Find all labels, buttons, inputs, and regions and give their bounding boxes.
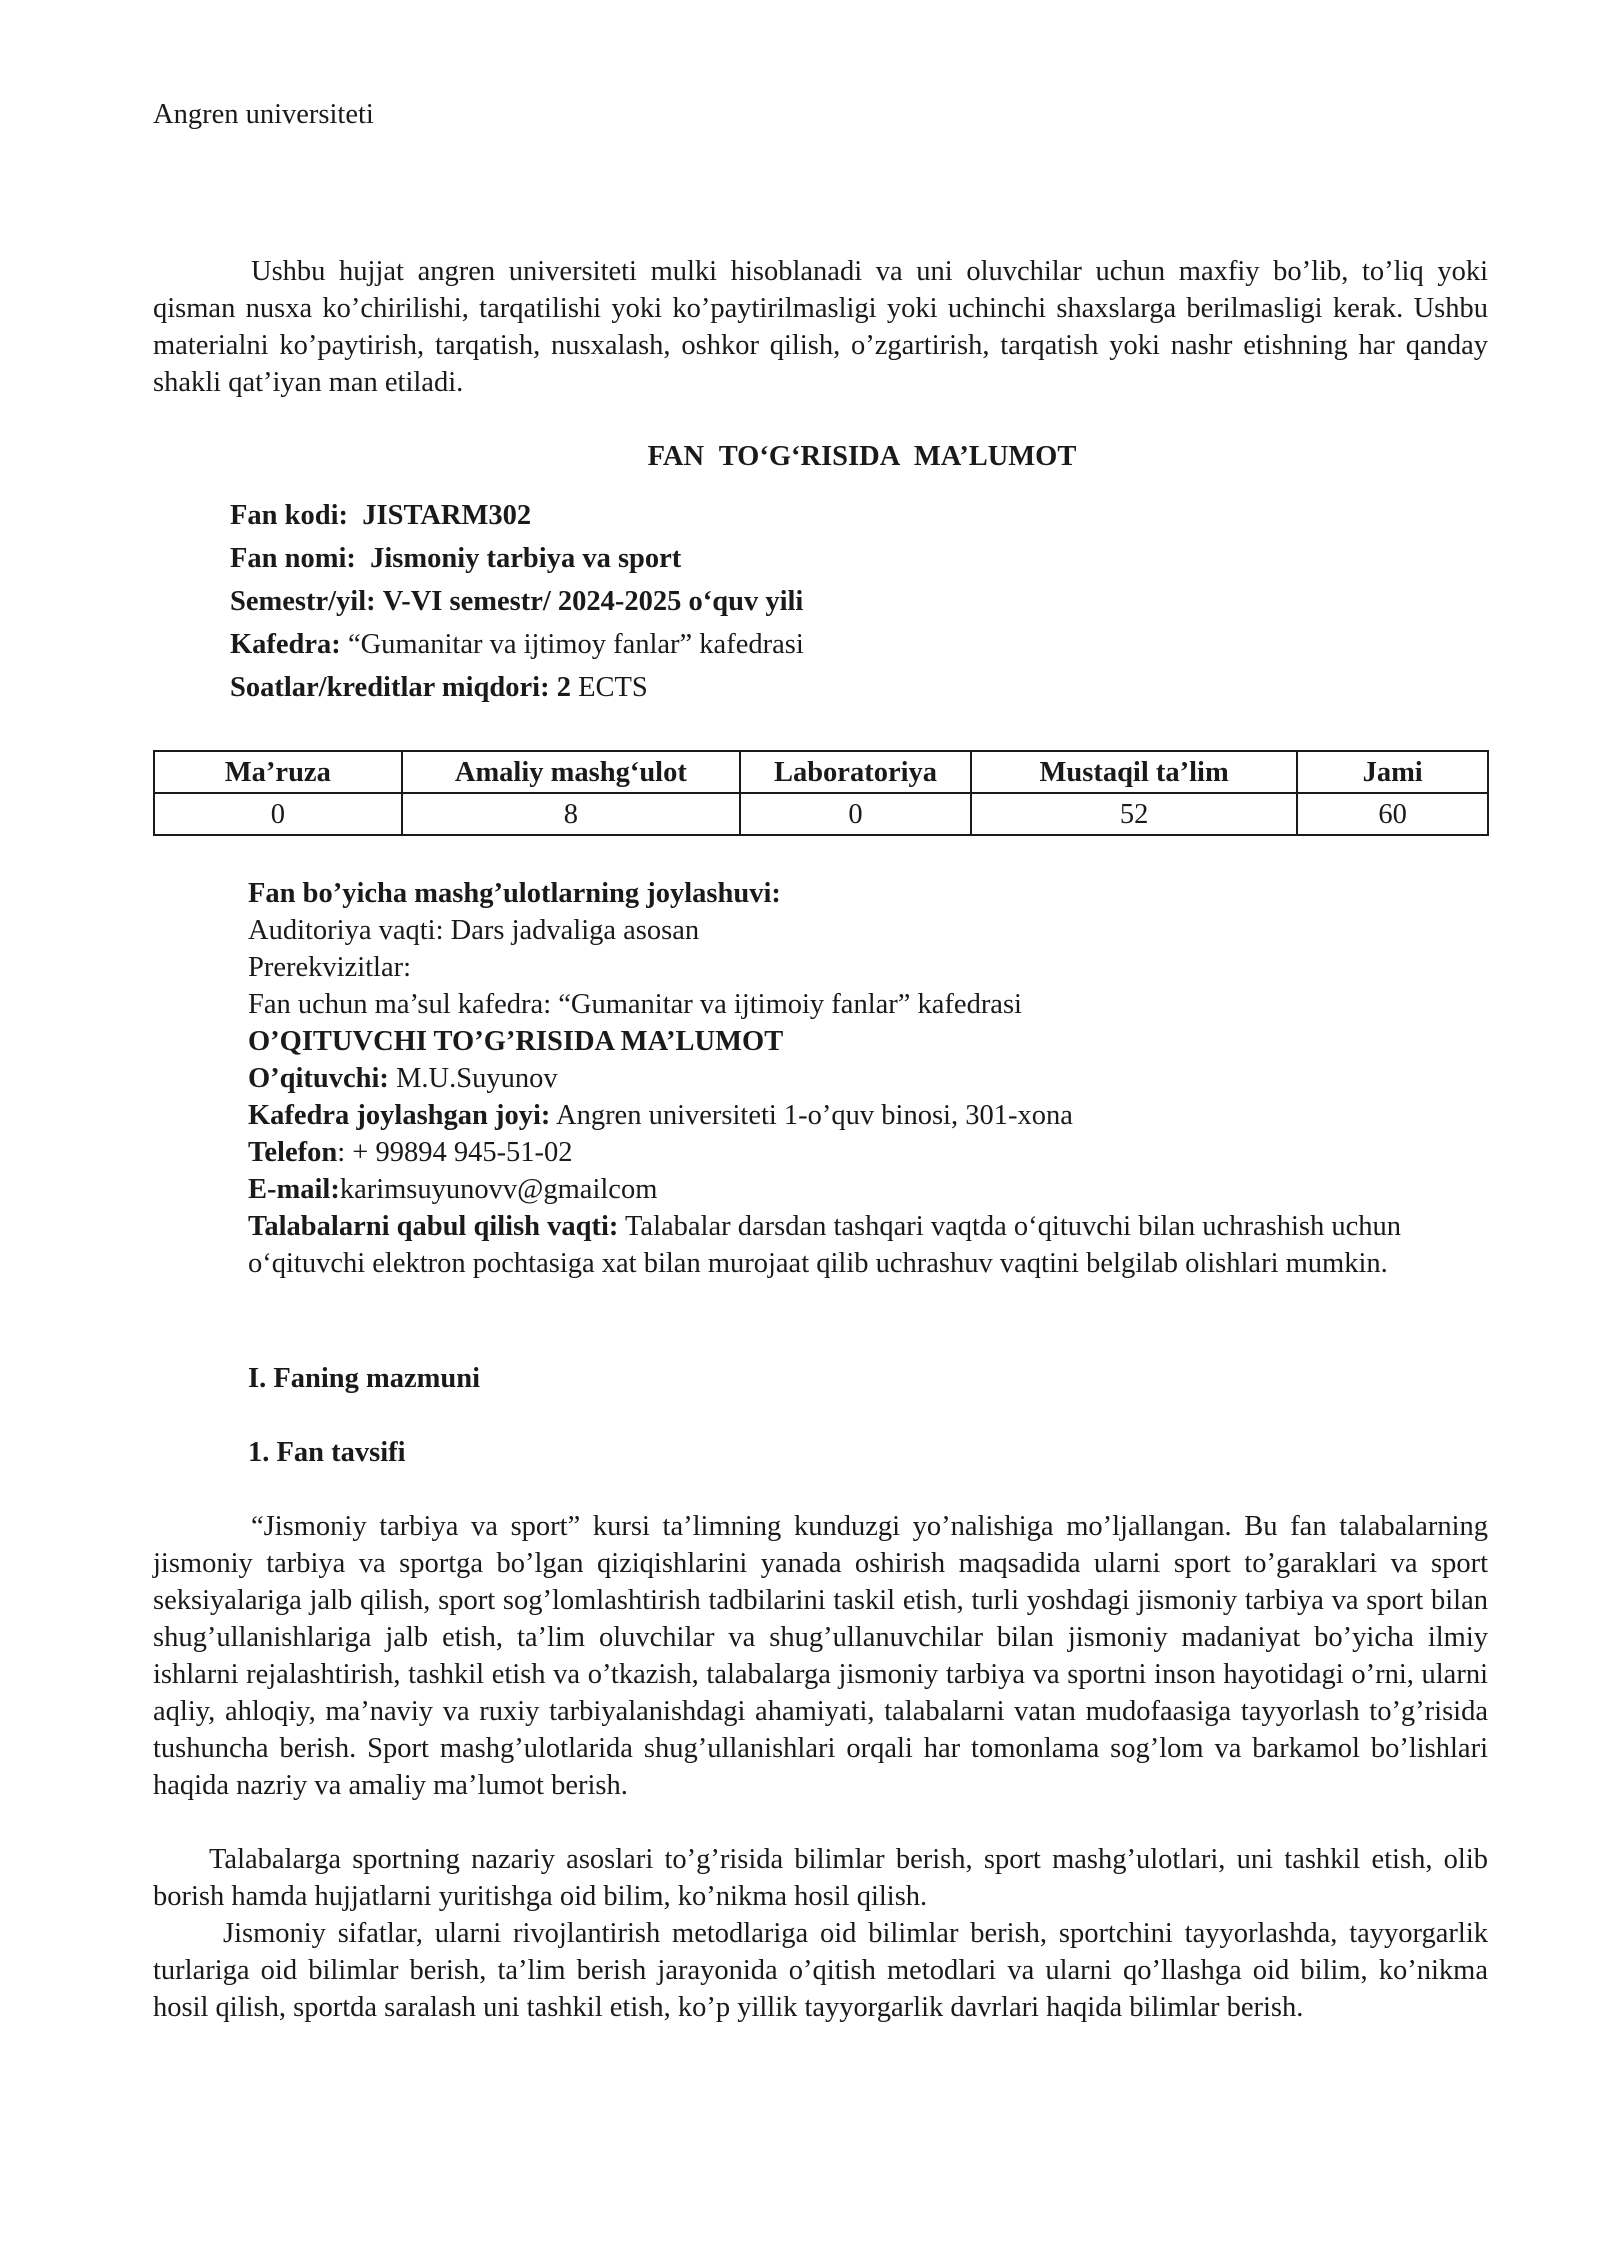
reception-hours-text: Talabalar darsdan tashqari vaqtda o‘qituvchi bilan uchrashish uchun o‘qituvchi elektron pochtasiga xat bilan murojaat qilib uchrashuv vaqtini belgilab olishlari mumkin.	[248, 1211, 1401, 1279]
department-label: Kafedra:	[230, 629, 341, 660]
auditorium-time: Auditoriya vaqti: Dars jadvaliga asosan	[248, 915, 700, 946]
department-line	[230, 623, 804, 666]
reception-hours-line	[248, 1208, 1488, 1282]
teacher-name-label: O’qituvchi:	[248, 1063, 389, 1094]
course-name-line	[230, 537, 804, 580]
hours-header-lab: Laboratoriya	[740, 751, 971, 793]
responsible-department: Fan uchun ma’sul kafedra: “Gumanitar va ijtimoiy fanlar” kafedrasi	[248, 989, 1022, 1020]
course-name-label: Fan nomi:	[230, 543, 356, 574]
prerequisites: Prerekvizitlar:	[248, 952, 412, 983]
course-info	[230, 494, 804, 709]
course-code-label: Fan kodi:	[230, 500, 348, 531]
hours-header-practical: Amaliy mashg‘ulot	[402, 751, 740, 793]
location-heading: Fan bo’yicha mashg’ulotlarning joylashuvi:	[248, 878, 781, 909]
teacher-location: Angren universiteti 1-o’quv binosi, 301-xona	[555, 1100, 1073, 1131]
course-code-value: JISTARM302	[362, 500, 532, 531]
teacher-heading: O’QITUVCHI TO’G’RISIDA MA’LUMOT	[248, 1026, 784, 1057]
hours-value-lecture: 0	[154, 793, 402, 835]
teacher-phone-line	[248, 1134, 1488, 1171]
teacher-phone: : + 99894 945-51-02	[337, 1137, 573, 1168]
teacher-location-line	[248, 1097, 1488, 1134]
hours-value-independent: 52	[971, 793, 1297, 835]
description-paragraph-3: Jismoniy sifatlar, ularni rivojlantirish metodlariga oid bilimlar berish, sportchini tayyorlashda, tayyorgarlik turlariga oid bilimlar berish, ta’lim berish jarayonida o’qitish metodlari va ularni qo’llashga oid bilim, ko’nikma hosil qilish, sportda saralash uni tashkil etish, ko’p yillik tayyorgarlik davrlari haqida bilimlar berish.	[153, 1918, 1488, 2023]
hours-value-practical: 8	[402, 793, 740, 835]
credits-number: 2	[556, 672, 571, 703]
hours-header-independent: Mustaqil ta’lim	[971, 751, 1297, 793]
teacher-name-line	[248, 1060, 1488, 1097]
hours-table-row	[154, 793, 1488, 835]
reception-hours-label: Talabalarni qabul qilish vaqti:	[248, 1211, 619, 1242]
teacher-email-line	[248, 1171, 1488, 1208]
description-paragraph-1: “Jismoniy tarbiya va sport” kursi ta’limning kunduzgi yo’nalishiga mo’ljallangan. Bu fan talabalarning jismoniy tarbiya va sportga bo’lgan qiziqishlarini yanada oshirish maqsadida ularni sport to’garaklari va sport seksiyalariga jalb qilish, sport sog’lomlashtirish tadbilarini taskil etish, turli yoshdagi jismoniy tarbiya va sport bilan shug’ullanishlariga jalb etish, ta’lim oluvchilar va shug’ullanuvchilar bilan jismoniy madaniyat bo’yicha ilmiy ishlarni rejalashtirish, tashkil etish va o’tkazish, talabalarga jismoniy tarbiya va sportni inson hayotidagi o’rni, ularni aqliy, ahloqiy, ma’naviy va ruxiy tarbiyalanishdagi ahamiyati, talabalarni vatan mudofaasiga tayyorlash to’g’risida tushuncha berish. Sport mashg’ulotlarida shug’ullanishlari orqali har tomonlama sog’lom va barkamol bo’lishlari haqida nazriy va amaliy ma’lumot berish.	[153, 1511, 1488, 1801]
teacher-name: M.U.Suyunov	[396, 1063, 558, 1094]
hours-header-lecture: Ma’ruza	[154, 751, 402, 793]
credits-unit: ECTS	[578, 672, 648, 703]
schedule-and-teacher	[248, 875, 1488, 1282]
teacher-location-label: Kafedra joylashgan joyi:	[248, 1100, 551, 1131]
section-heading-content: I. Faning mazmuni	[248, 1363, 480, 1394]
course-info-title: FAN TO‘G‘RISIDA MA’LUMOT	[647, 441, 1077, 472]
semester-value: V-VI semestr/ 2024-2025 o‘quv yili	[382, 586, 804, 617]
semester-label: Semestr/yil:	[230, 586, 376, 617]
hours-value-total: 60	[1297, 793, 1488, 835]
teacher-email-label: E-mail:	[248, 1174, 340, 1205]
credits-label: Soatlar/kreditlar miqdori:	[230, 672, 550, 703]
description-paragraph-2: Talabalarga sportning nazariy asoslari to’g’risida bilimlar berish, sport mashg’ulotlari, uni tashkil etish, olib borish hamda hujjatlarni yuritishga oid bilim, ko’nikma hosil qilish.	[153, 1844, 1488, 1912]
hours-table-header-row	[154, 751, 1488, 793]
hours-value-lab: 0	[740, 793, 971, 835]
hours-header-total: Jami	[1297, 751, 1488, 793]
teacher-phone-label: Telefon	[248, 1137, 338, 1168]
university-header: Angren universiteti	[153, 99, 374, 130]
teacher-email[interactable]: karimsuyunovv@gmailcom	[339, 1174, 658, 1205]
department-value: “Gumanitar va ijtimoy fanlar” kafedrasi	[347, 629, 804, 660]
course-code-line	[230, 494, 804, 537]
course-name-value: Jismoniy tarbiya va sport	[370, 543, 682, 574]
section-heading-description: 1. Fan tavsifi	[248, 1437, 406, 1468]
confidentiality-notice: Ushbu hujjat angren universiteti mulki hisoblanadi va uni oluvchilar uchun maxfiy bo’lib, to’liq yoki qisman nusxa ko’chirilishi, tarqatilishi yoki ko’paytirilmasligi yoki uchinchi shaxslarga berilmasligi kerak. Ushbu materialni ko’paytirish, tarqatish, nusxalash, oshkor qilish, o’zgartirish, tarqatish yoki nashr etishning har qanday shakli qat’iyan man etiladi.	[153, 256, 1488, 398]
hours-table	[153, 750, 1489, 836]
credits-line	[230, 666, 804, 709]
semester-line	[230, 580, 804, 623]
